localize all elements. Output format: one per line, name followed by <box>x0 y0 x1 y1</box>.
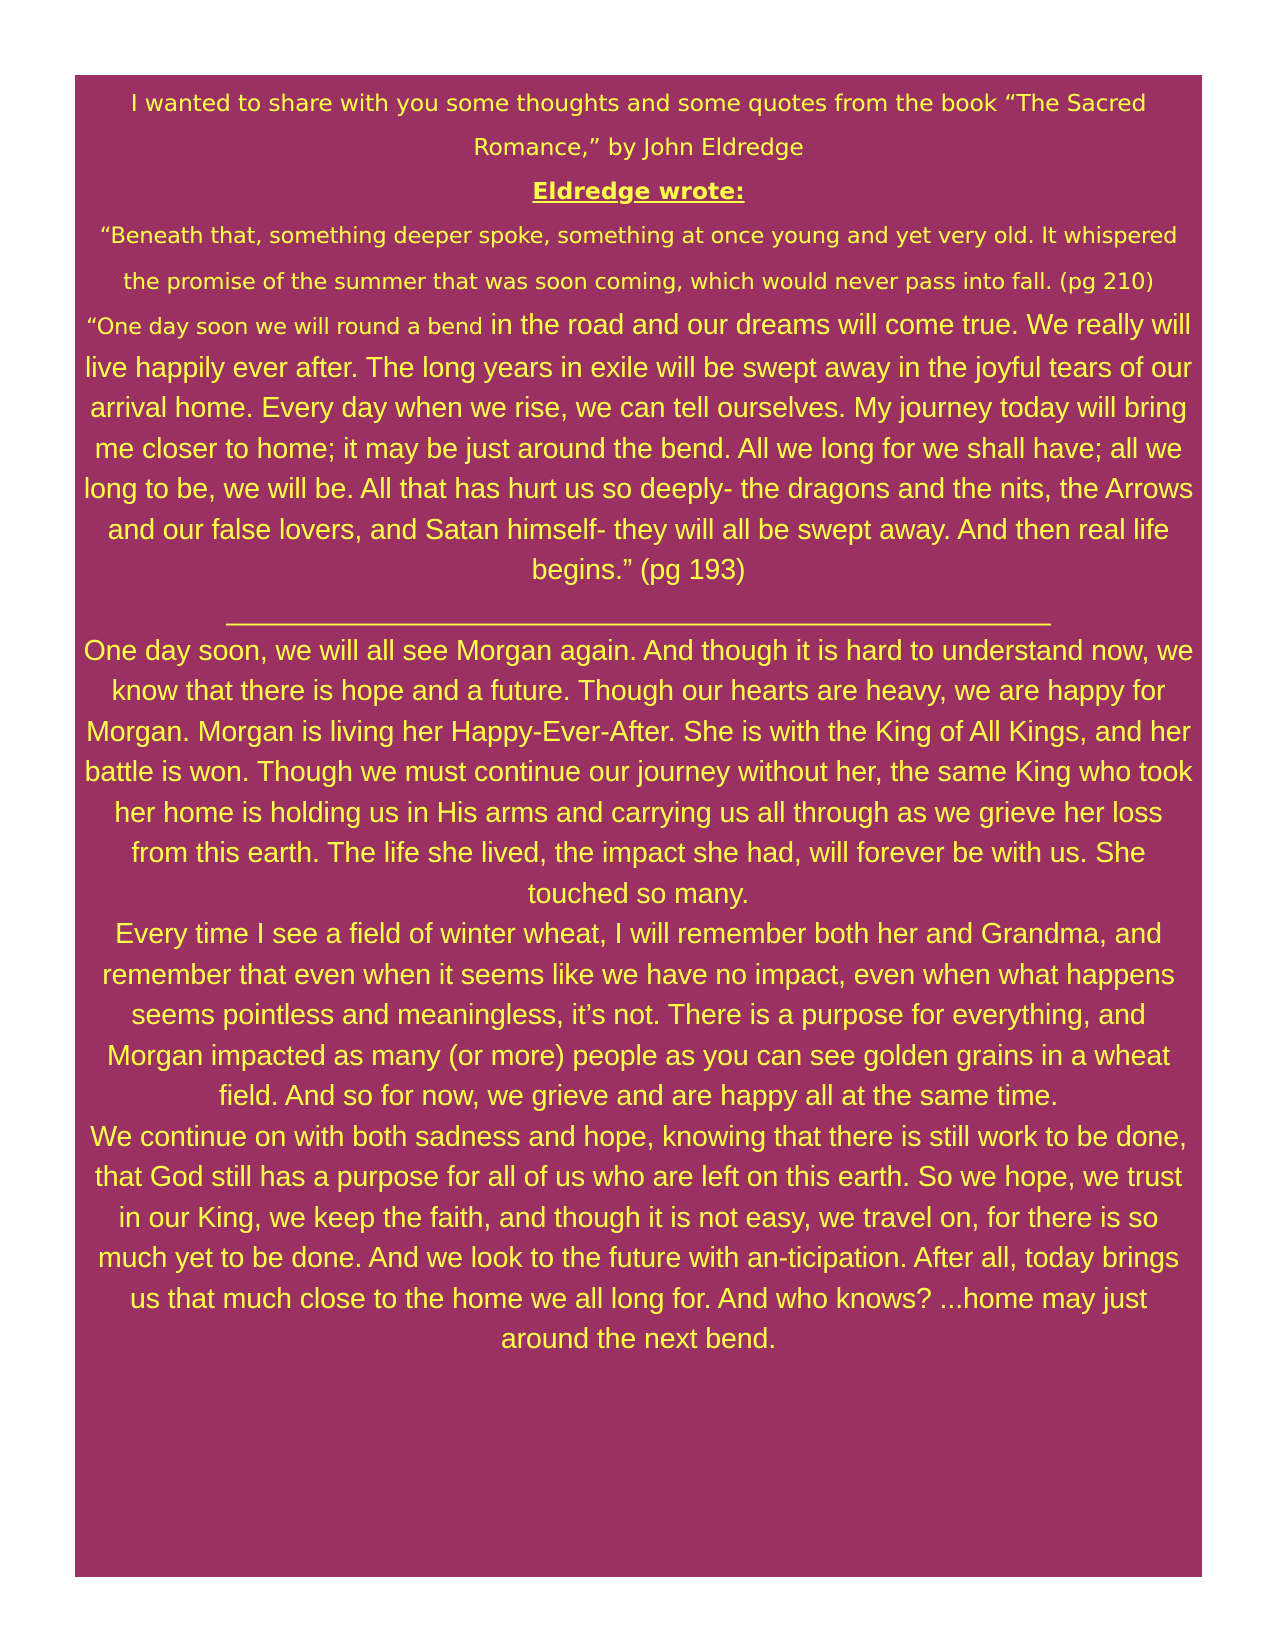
quote-pg-193-lead: “One day soon we will round a bend <box>86 314 483 340</box>
paragraph-morgan: One day soon, we will all see Morgan again. And though it is hard to understand now, we know that there is hope and a future. Though our hearts are heavy, we are happy for Morgan. Morgan is living her Happy-Ever-After. She is with the King of All Kings, and her battle is won. Though we must continue our journey without her, the same King who took her home is holding us in His arms and carrying us all through as we grieve her loss from this earth. The life she lived, the impact she had, will forever be with us. She touched so many. <box>83 634 1194 910</box>
quote-heading: Eldredge wrote: <box>532 177 745 205</box>
intro-text: I wanted to share with you some thoughts and some quotes from the book “The Sacred Romance,” by John Eldredge <box>130 89 1147 161</box>
quote-pg-210: “Beneath that, something deeper spoke, something at once young and yet very old. It whispered the promise of the summer that was soon coming, which would never pass into fall. (pg 210) <box>99 223 1178 295</box>
section-divider: ____________________________________________________ <box>226 594 1051 627</box>
paragraph-hope: We continue on with both sadness and hope, knowing that there is still work to be done, that God still has a purpose for all of us who are left on this earth. So we hope, we trust in our King, we keep the faith, and though it is not easy, we travel on, for there is so much yet to be done. And we look to the future with an-ticipation. After all, today brings us that much close to the home we all long for. And who knows? ...home may just around the next bend. <box>90 1120 1187 1355</box>
memorial-panel <box>75 75 1202 1577</box>
quote-pg-193-rest: in the road and our dreams will come true. We really will live happily ever after. The long years in exile will be swept away in the joyful tears of our arrival home. Every day when we rise, we can tell ourselves. My journey today will bring me closer to home; it may be just around the bend. All we long for we shall have; all we long to be, we will be. All that has hurt us so deeply- the dragons and the nits, the Arrows and our false lovers, and Satan himself- they will all be swept away. And then real life begins.” (pg 193) <box>83 309 1194 586</box>
paragraph-winter-wheat: Every time I see a field of winter wheat, I will remember both her and Grandma, and remember that even when it seems like we have no impact, even when what happens seems pointless and meaningless, it’s not. There is a purpose for everything, and Morgan impacted as many (or more) people as you can see golden grains in a wheat field. And so for now, we grieve and are happy all at the same time. <box>102 918 1175 1112</box>
quote-pg-193 <box>83 305 1194 591</box>
